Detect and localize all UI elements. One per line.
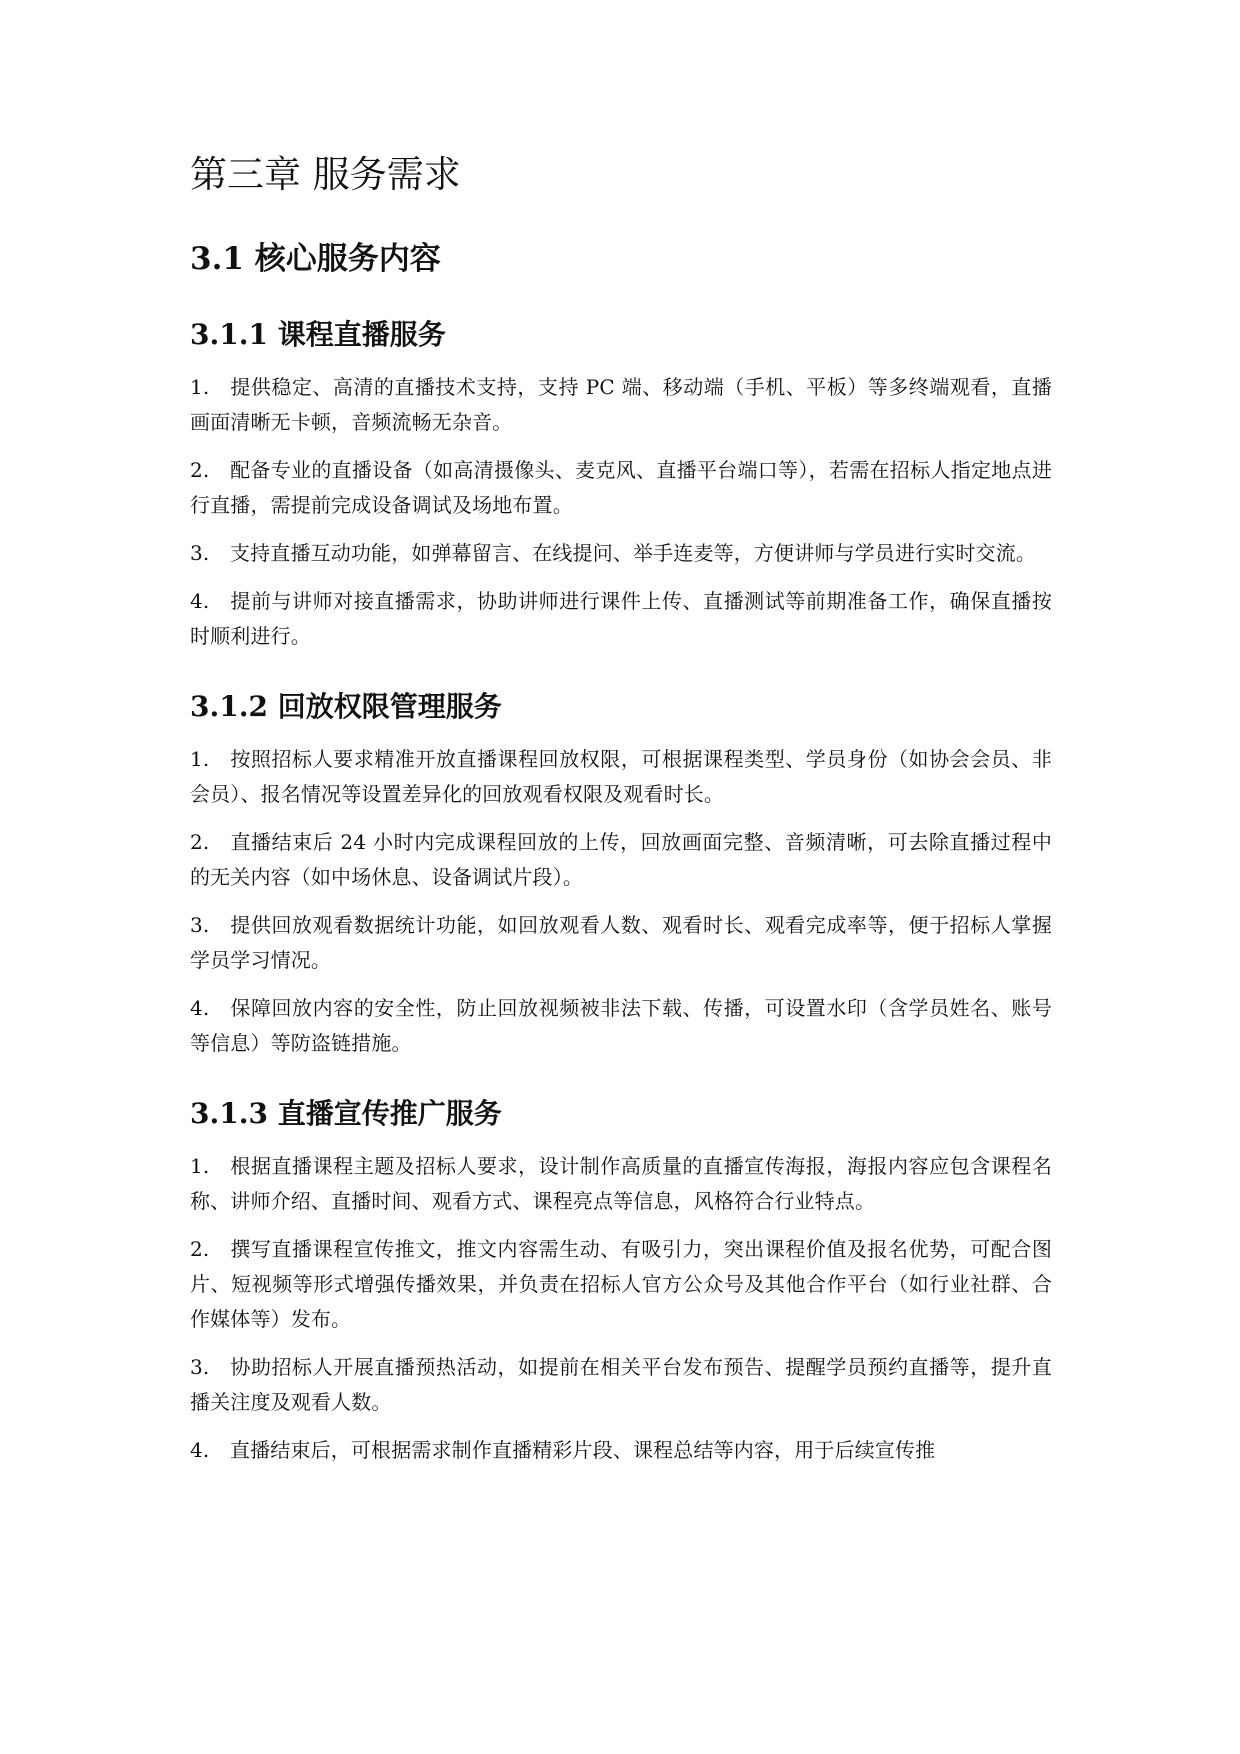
subsection-live-promotion: [190, 1092, 1052, 1468]
section-title: 3.1 核心服务内容: [190, 241, 441, 277]
list-item: [190, 536, 1052, 571]
list-item: [190, 370, 1052, 440]
list-item: [190, 1232, 1052, 1337]
item-number: 2.: [190, 1237, 210, 1261]
item-text: 支持直播互动功能，如弹幕留言、在线提问、举手连麦等，方便讲师与学员进行实时交流。: [230, 541, 1036, 565]
list-item: [190, 1149, 1052, 1219]
list-item: [190, 742, 1052, 812]
item-text: 协助招标人开展直播预热活动，如提前在相关平台发布预告、提醒学员预约直播等，提升直播关注度及观看人数。: [190, 1355, 1052, 1414]
subsection-title: 3.1.3 直播宣传推广服务: [190, 1097, 502, 1130]
subsection-course-live: [190, 313, 1052, 654]
chapter-title: 第三章 服务需求: [190, 153, 461, 196]
item-text: 直播结束后 24 小时内完成课程回放的上传，回放画面完整、音频清晰，可去除直播过程中的无关内容（如中场休息、设备调试片段）。: [190, 830, 1052, 889]
list-item: [190, 908, 1052, 978]
item-number: 4.: [190, 589, 210, 613]
list-item: [190, 453, 1052, 523]
item-text: 提供稳定、高清的直播技术支持，支持 PC 端、移动端（手机、平板）等多终端观看，直播画面清晰无卡顿，音频流畅无杂音。: [190, 375, 1052, 434]
item-text: 提供回放观看数据统计功能，如回放观看人数、观看时长、观看完成率等，便于招标人掌握学员学习情况。: [190, 913, 1052, 972]
subsection-title: 3.1.1 课程直播服务: [190, 318, 446, 351]
list-item: [190, 584, 1052, 654]
item-number: 3.: [190, 913, 210, 937]
list-item: [190, 1433, 1052, 1468]
item-number: 3.: [190, 1355, 210, 1379]
item-text: 直播结束后，可根据需求制作直播精彩片段、课程总结等内容，用于后续宣传推: [230, 1438, 936, 1462]
item-text: 撰写直播课程宣传推文，推文内容需生动、有吸引力，突出课程价值及报名优势，可配合图片、短视频等形式增强传播效果，并负责在招标人官方公众号及其他合作平台（如行业社群、合作媒体等）发布。: [190, 1237, 1052, 1331]
item-number: 3.: [190, 541, 210, 565]
item-text: 保障回放内容的安全性，防止回放视频被非法下载、传播，可设置水印（含学员姓名、账号等信息）等防盗链措施。: [190, 996, 1052, 1055]
subsection-title: 3.1.2 回放权限管理服务: [190, 690, 502, 723]
item-number: 1.: [190, 1154, 210, 1178]
list-item: [190, 825, 1052, 895]
item-number: 2.: [190, 458, 210, 482]
item-number: 4.: [190, 1438, 210, 1462]
item-number: 1.: [190, 375, 210, 399]
item-text: 按照招标人要求精准开放直播课程回放权限，可根据课程类型、学员身份（如协会会员、非会员）、报名情况等设置差异化的回放观看权限及观看时长。: [190, 747, 1052, 806]
list-item: [190, 991, 1052, 1061]
document-page: [190, 148, 1052, 1481]
item-text: 提前与讲师对接直播需求，协助讲师进行课件上传、直播测试等前期准备工作，确保直播按时顺利进行。: [190, 589, 1052, 648]
item-number: 2.: [190, 830, 210, 854]
item-text: 根据直播课程主题及招标人要求，设计制作高质量的直播宣传海报，海报内容应包含课程名称、讲师介绍、直播时间、观看方式、课程亮点等信息，风格符合行业特点。: [190, 1154, 1052, 1213]
item-text: 配备专业的直播设备（如高清摄像头、麦克风、直播平台端口等），若需在招标人指定地点进行直播，需提前完成设备调试及场地布置。: [190, 458, 1052, 517]
item-number: 1.: [190, 747, 210, 771]
list-item: [190, 1350, 1052, 1420]
subsection-replay-permission: [190, 685, 1052, 1061]
item-number: 4.: [190, 996, 210, 1020]
